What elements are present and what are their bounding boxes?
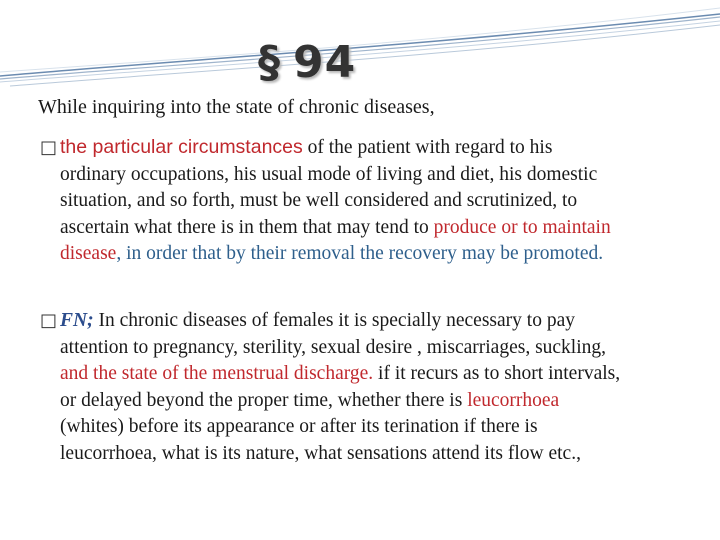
paragraph-footnote-females xyxy=(40,308,705,467)
highlight-produce-maintain: produce or to maintain xyxy=(433,216,611,238)
section-symbol: § xyxy=(258,37,281,88)
highlight-menstrual: and the state of the menstrual discharge. xyxy=(60,363,374,384)
p1-line-1-rest: of the patient with regard to his xyxy=(302,137,553,158)
p2-line-2: attention to pregnancy, sterility, sexual desire , miscarriages, suckling, xyxy=(60,336,607,358)
p1-line-2: ordinary occupations, his usual mode of living and diet, his domestic xyxy=(60,163,598,185)
p2-line-4 xyxy=(40,388,705,415)
p1-line-5 xyxy=(40,241,700,268)
p2-line-1 xyxy=(40,308,705,335)
p1-line-5-blue: , in order that by their removal the recovery may be promoted. xyxy=(116,243,604,264)
bullet-icon: □ xyxy=(40,137,58,158)
bullet-icon: □ xyxy=(40,310,58,331)
highlight-circumstances: the particular circumstances xyxy=(60,136,303,158)
p1-line-4-text: ascertain what there is in them that may tend to xyxy=(60,216,434,238)
section-number: 94 xyxy=(293,37,357,88)
paragraph-circumstances xyxy=(40,134,700,268)
p2-line-4-text: or delayed beyond the proper time, whether there is xyxy=(60,389,468,411)
page-title xyxy=(258,28,356,88)
p2-line-3-rest: if it recurs as to short intervals, xyxy=(373,363,621,384)
intro-line: While inquiring into the state of chronic diseases, xyxy=(38,96,435,118)
p1-line-1 xyxy=(40,134,700,162)
footnote-label: FN; xyxy=(60,310,94,331)
p1-line-4 xyxy=(40,215,700,242)
p2-line-5: (whites) before its appearance or after its terination if there is xyxy=(60,416,538,437)
highlight-disease: disease xyxy=(60,243,117,264)
p2-line-3 xyxy=(40,361,705,388)
p1-line-3: situation, and so forth, must be well considered and scrutinized, to xyxy=(60,190,578,211)
p2-line-1-rest: In chronic diseases of females it is specially necessary to pay xyxy=(93,310,575,331)
p2-line-6: leucorrhoea, what is its nature, what sensations attend its flow etc., xyxy=(60,442,581,464)
highlight-leucorrhoea: leucorrhoea xyxy=(467,389,560,411)
